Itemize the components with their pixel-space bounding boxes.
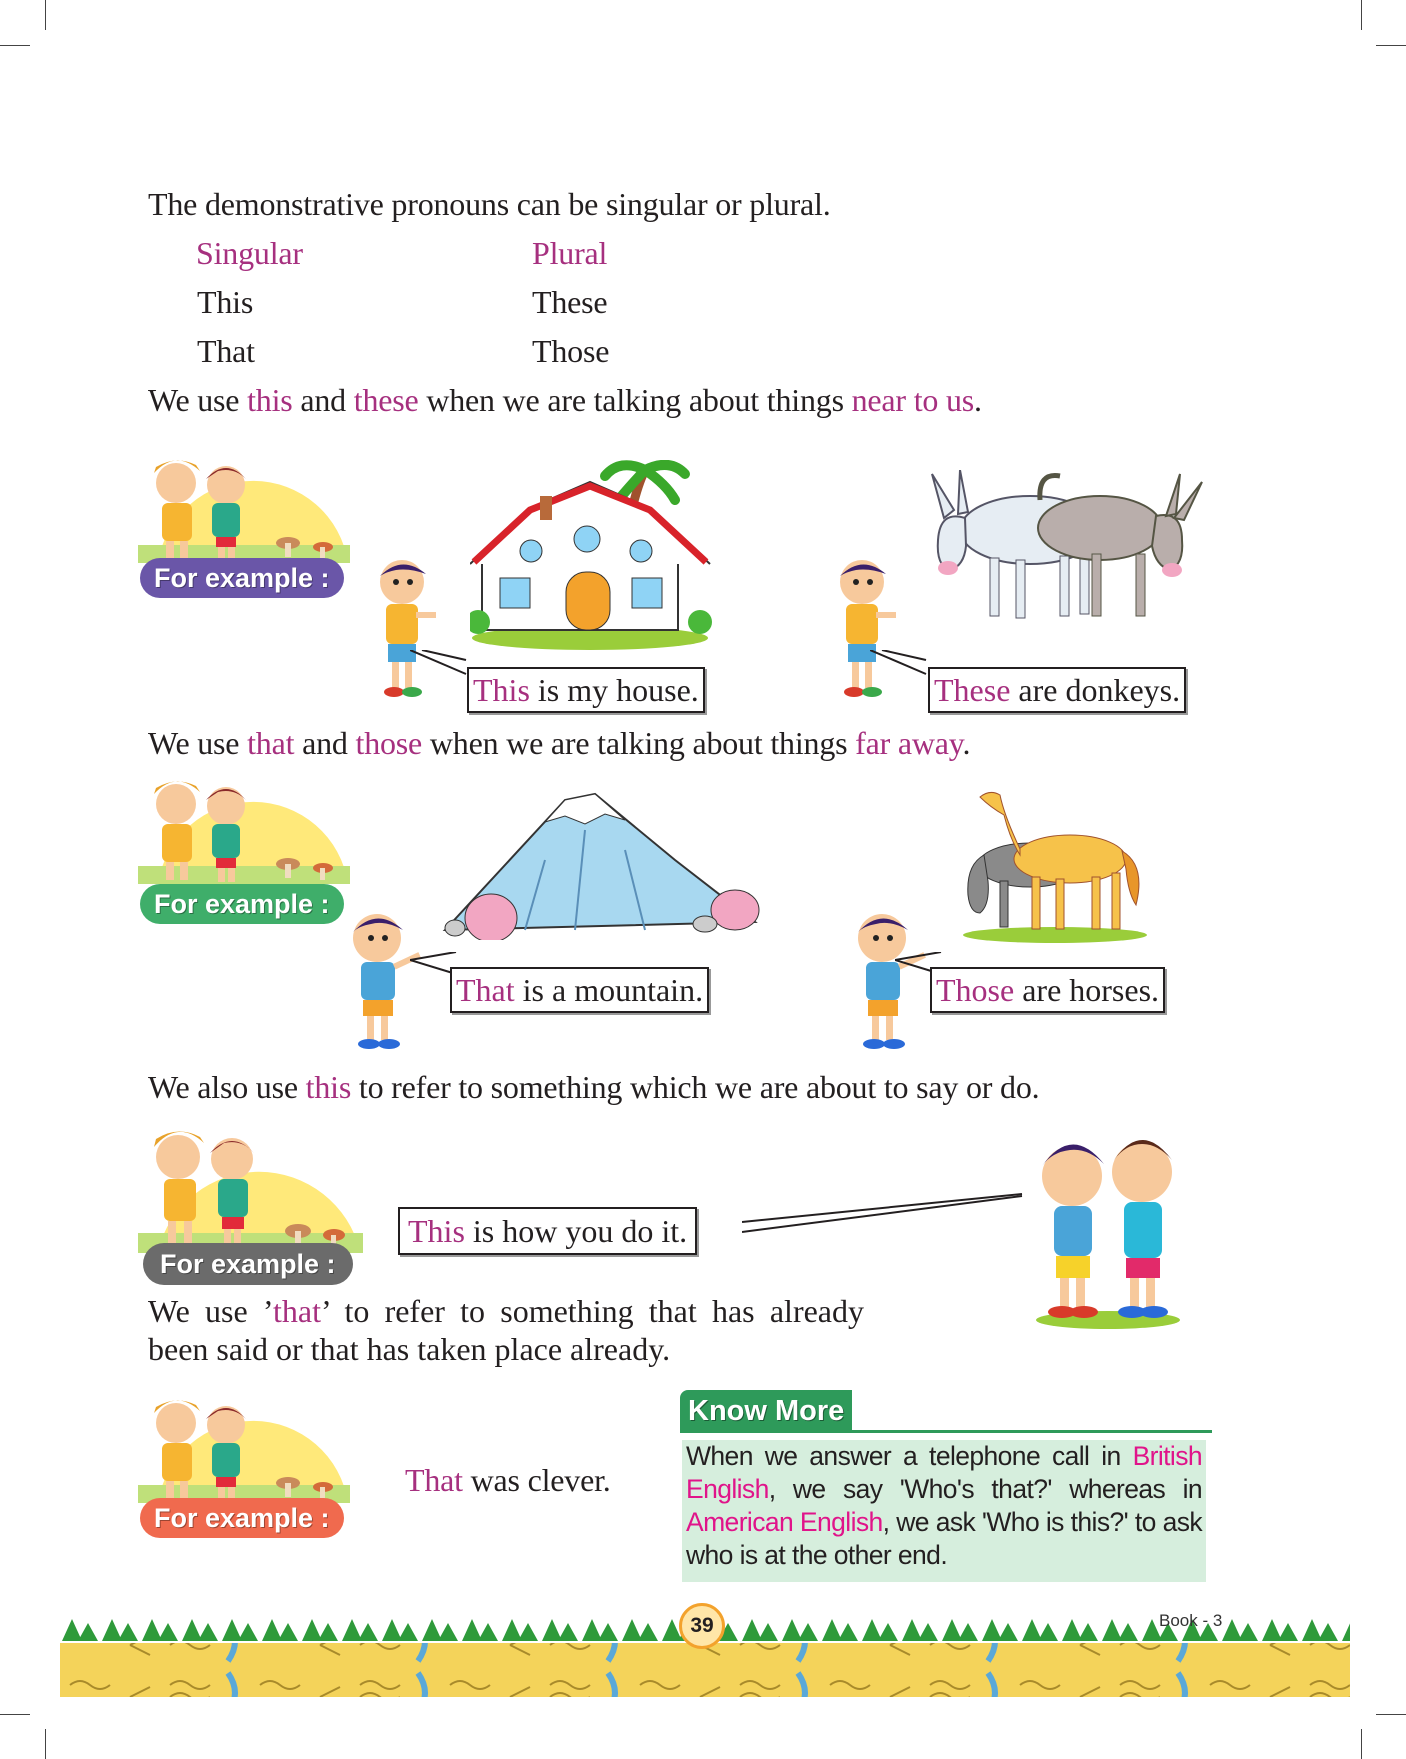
for-example-badge: For example : — [143, 1243, 353, 1285]
mountain-illustration — [435, 790, 765, 940]
table-cell: This — [197, 284, 254, 320]
speech-bubble: These are donkeys. — [928, 667, 1186, 713]
crop-mark — [1361, 1729, 1362, 1759]
kids-talking-illustration — [1030, 1120, 1185, 1335]
kids-illustration — [138, 766, 350, 886]
far-sentence: We use that and those when we are talking about things far away. — [148, 725, 971, 761]
plural-header: Plural — [532, 235, 608, 271]
speech-bubble: That is a mountain. — [450, 967, 709, 1013]
speech-bubble: Those are horses. — [930, 967, 1165, 1013]
speech-bubble: This is how you do it. — [398, 1207, 697, 1255]
know-more-rule — [680, 1430, 1212, 1433]
crop-mark — [1361, 0, 1362, 30]
bubble-tail — [742, 1190, 1024, 1240]
bubble-tail — [410, 650, 470, 682]
crop-mark — [1376, 1714, 1406, 1715]
near-sentence: We use this and these when we are talking about things near to us. — [148, 382, 982, 418]
page-number: 39 — [679, 1603, 725, 1649]
table-cell: These — [532, 284, 608, 320]
clever-sentence: That was clever. — [405, 1462, 611, 1498]
bubble-tail — [870, 650, 930, 682]
for-example-badge: For example : — [140, 1498, 344, 1538]
house-illustration — [470, 460, 725, 650]
kids-illustration — [138, 1385, 350, 1505]
crop-mark — [0, 1714, 30, 1715]
kids-illustration — [138, 1115, 363, 1255]
for-example-badge: For example : — [140, 884, 344, 924]
horses-illustration — [960, 785, 1150, 945]
crop-mark — [1376, 45, 1406, 46]
crop-mark — [0, 45, 30, 46]
crop-mark — [45, 1729, 46, 1759]
boy-illustration — [345, 910, 425, 1055]
know-more-text: When we answer a telephone call in British English, we say 'Who's that?' whereas in American English, we ask 'Who is this?' to ask who is at the other end. — [682, 1440, 1206, 1582]
crop-mark — [45, 0, 46, 30]
singular-header: Singular — [196, 235, 303, 271]
boy-illustration — [850, 910, 930, 1055]
know-more-title: Know More — [680, 1390, 852, 1432]
donkeys-illustration — [920, 470, 1210, 640]
table-cell: That — [197, 333, 255, 369]
book-label: Book - 3 — [1159, 1611, 1223, 1630]
about-sentence: We also use this to refer to something which we are about to say or do. — [148, 1069, 1040, 1105]
kids-illustration — [138, 445, 350, 565]
speech-bubble: This is my house. — [467, 667, 705, 713]
already-paragraph: We use ’that’ to refer to something that has already been said or that has taken place already. — [148, 1293, 865, 1367]
intro-text: The demonstrative pronouns can be singular or plural. — [148, 186, 831, 222]
for-example-badge: For example : — [140, 558, 344, 598]
table-cell: Those — [532, 333, 610, 369]
